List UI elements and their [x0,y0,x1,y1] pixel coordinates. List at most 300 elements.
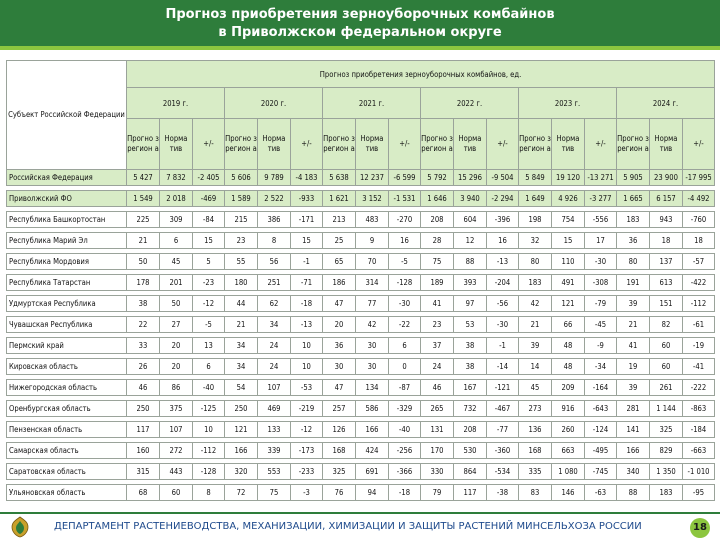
value-cell: -256 [389,443,421,459]
value-cell: 191 [617,275,650,291]
value-cell: 80 [519,254,552,270]
value-cell: 36 [323,338,356,354]
value-cell: 250 [225,401,258,417]
value-cell: 272 [160,443,193,459]
value-cell: 72 [225,485,258,501]
value-cell: 1 144 [650,401,683,417]
table-row [7,485,715,501]
value-cell: 45 [160,254,193,270]
value-cell: 183 [519,275,552,291]
value-cell: 170 [421,443,454,459]
value-cell: 141 [617,422,650,438]
value-cell: 325 [323,464,356,480]
subject-name-cell: Приволжский ФО [7,191,127,207]
value-cell: 209 [552,380,585,396]
value-cell: 136 [519,422,552,438]
year-header: 2020 г. [225,88,323,119]
value-cell: 663 [552,443,585,459]
value-cell: 386 [258,212,291,228]
value-cell: 916 [552,401,585,417]
value-cell: -13 [291,317,323,333]
subcolumn-label: +/- [497,139,508,148]
value-cell: 375 [160,401,193,417]
subcolumn-label: Норма тив [458,134,482,153]
value-cell: 42 [356,317,389,333]
value-cell: 65 [323,254,356,270]
value-cell: 117 [454,485,487,501]
value-cell: -308 [585,275,617,291]
value-cell: 1 621 [323,191,356,207]
value-cell: 273 [519,401,552,417]
value-cell: 38 [454,338,487,354]
value-cell: 121 [552,296,585,312]
value-cell: -2 294 [487,191,519,207]
value-cell: -233 [291,464,323,480]
value-cell: -30 [389,296,421,312]
norm-col-header [160,119,193,170]
value-cell: 0 [389,359,421,375]
value-cell: 41 [421,296,454,312]
forecast-col-header [323,119,356,170]
value-cell: 443 [160,464,193,480]
value-cell: 20 [160,338,193,354]
value-cell: 15 [291,233,323,249]
value-cell: 3 940 [454,191,487,207]
value-cell: -5 [389,254,421,270]
value-cell: 146 [552,485,585,501]
table-row [7,380,715,396]
table-caption: Прогноз приобретения зерноуборочных комбайнов, ед. [127,61,715,88]
value-cell: -495 [585,443,617,459]
value-cell: 6 [160,233,193,249]
value-cell: -173 [291,443,323,459]
diff-col-header [389,119,421,170]
year-header: 2022 г. [421,88,519,119]
value-cell: -45 [585,317,617,333]
subject-name-cell: Самарская область [7,443,127,459]
value-cell: 183 [617,212,650,228]
value-cell: 530 [454,443,487,459]
value-cell: -3 [291,485,323,501]
value-cell: -84 [193,212,225,228]
subject-name-cell: Республика Мордовия [7,254,127,270]
subject-name-cell: Российская Федерация [7,170,127,186]
value-cell: 46 [421,380,454,396]
norm-col-header [552,119,585,170]
value-cell: 15 [193,233,225,249]
value-cell: 82 [650,317,683,333]
value-cell: -4 183 [291,170,323,186]
value-cell: -95 [683,485,715,501]
value-cell: 10 [291,359,323,375]
value-cell: 315 [127,464,160,480]
value-cell: 21 [127,233,160,249]
table-row [7,233,715,249]
diff-col-header [585,119,617,170]
table-row [7,254,715,270]
slide-footer [0,512,720,542]
value-cell: 133 [258,422,291,438]
value-cell: 48 [552,359,585,375]
value-cell: 1 649 [519,191,552,207]
value-cell: -1 531 [389,191,421,207]
value-cell: 30 [323,359,356,375]
norm-col-header [258,119,291,170]
value-cell: 55 [225,254,258,270]
value-cell: -12 [193,296,225,312]
value-cell: 28 [421,233,454,249]
value-cell: 16 [487,233,519,249]
header-accent-strip [0,46,720,50]
value-cell: 18 [650,233,683,249]
value-cell: -22 [389,317,421,333]
value-cell: -9 [585,338,617,354]
value-cell: 24 [421,359,454,375]
value-cell: 265 [421,401,454,417]
value-cell: 126 [323,422,356,438]
subcolumn-label: +/- [203,139,214,148]
subject-name-cell: Республика Башкортостан [7,212,127,228]
value-cell: 34 [225,338,258,354]
diff-col-header [487,119,519,170]
value-cell: 17 [585,233,617,249]
value-cell: -23 [193,275,225,291]
value-cell: 250 [127,401,160,417]
value-cell: -1 010 [683,464,715,480]
value-cell: 44 [225,296,258,312]
value-cell: -219 [291,401,323,417]
value-cell: -38 [487,485,519,501]
value-cell: 8 [193,485,225,501]
page-number-badge: 18 [690,518,710,538]
value-cell: 107 [258,380,291,396]
value-cell: -4 492 [683,191,715,207]
subject-name-cell: Пермский край [7,338,127,354]
table-row [7,359,715,375]
value-cell: 691 [356,464,389,480]
value-cell: -760 [683,212,715,228]
value-cell: 5 638 [323,170,356,186]
value-cell: -34 [585,359,617,375]
value-cell: 75 [421,254,454,270]
value-cell: 76 [323,485,356,501]
value-cell: 131 [421,422,454,438]
value-cell: 27 [160,317,193,333]
value-cell: -643 [585,401,617,417]
value-cell: 208 [454,422,487,438]
value-cell: 47 [323,296,356,312]
value-cell: -18 [389,485,421,501]
value-cell: 15 296 [454,170,487,186]
value-cell: -128 [389,275,421,291]
value-cell: 198 [519,212,552,228]
value-cell: -12 [291,422,323,438]
value-cell: 68 [127,485,160,501]
value-cell: 257 [323,401,356,417]
value-cell: 22 [127,317,160,333]
value-cell: -171 [291,212,323,228]
value-cell: 14 [519,359,552,375]
value-cell: 53 [454,317,487,333]
value-cell: 46 [127,380,160,396]
value-cell: 48 [552,338,585,354]
value-cell: 15 [552,233,585,249]
value-cell: 168 [323,443,356,459]
value-cell: 38 [454,359,487,375]
value-cell: 97 [454,296,487,312]
value-cell: -663 [683,443,715,459]
value-cell: 117 [127,422,160,438]
value-cell: 21 [519,317,552,333]
value-cell: -17 995 [683,170,715,186]
value-cell: -40 [193,380,225,396]
value-cell: 39 [617,296,650,312]
subcolumn-label: Норма тив [360,134,384,153]
subcolumn-label: Прогно з регион а [127,134,159,153]
subject-name-cell: Удмуртская Республика [7,296,127,312]
value-cell: 6 [193,359,225,375]
value-cell: 18 [683,233,715,249]
table-row [7,191,715,207]
value-cell: 586 [356,401,389,417]
value-cell: -19 [683,338,715,354]
value-cell: -164 [585,380,617,396]
value-cell: 309 [160,212,193,228]
subject-name-cell: Кировская область [7,359,127,375]
value-cell: 1 589 [225,191,258,207]
footer-department-text: ДЕПАРТАМЕНТ РАСТЕНИЕВОДСТВА, МЕХАНИЗАЦИИ, ХИМИЗАЦИИ И ЗАЩИТЫ РАСТЕНИЙ МИНСЕЛЬХОЗА РОССИИ [54,521,642,532]
subcolumn-label: Прогно з регион а [617,134,649,153]
value-cell: 62 [258,296,291,312]
year-header: 2024 г. [617,88,715,119]
value-cell: 10 [193,422,225,438]
table-row [7,422,715,438]
value-cell: 70 [356,254,389,270]
subcolumn-label: Прогно з регион а [323,134,355,153]
header-row-empty [7,61,715,88]
value-cell: 1 549 [127,191,160,207]
subcolumn-label: Норма тив [262,134,286,153]
value-cell: 110 [552,254,585,270]
value-cell: -128 [193,464,225,480]
value-cell: 213 [323,212,356,228]
value-cell: 1 646 [421,191,454,207]
value-cell: -469 [193,191,225,207]
table-row [7,401,715,417]
value-cell: -87 [389,380,421,396]
value-cell: 320 [225,464,258,480]
value-cell: 38 [127,296,160,312]
forecast-col-header [127,119,160,170]
value-cell: -125 [193,401,225,417]
value-cell: 121 [225,422,258,438]
value-cell: -40 [389,422,421,438]
value-cell: 5 427 [127,170,160,186]
subject-name-cell: Ульяновская область [7,485,127,501]
value-cell: 186 [323,275,356,291]
value-cell: -184 [683,422,715,438]
value-cell: -112 [193,443,225,459]
value-cell: 4 926 [552,191,585,207]
value-cell: 94 [356,485,389,501]
value-cell: 1 350 [650,464,683,480]
value-cell: -121 [487,380,519,396]
value-cell: 30 [356,359,389,375]
subject-column-header: Субъект Российской Федерации [8,110,125,119]
value-cell: 178 [127,275,160,291]
value-cell: -467 [487,401,519,417]
value-cell: 12 [454,233,487,249]
value-cell: 325 [650,422,683,438]
table-row [7,170,715,186]
subcolumn-label: Прогно з регион а [225,134,257,153]
value-cell: 12 237 [356,170,389,186]
value-cell: -1 [291,254,323,270]
slide-title-line2: в Приволжском федеральном округе [218,25,502,40]
value-cell: 50 [160,296,193,312]
value-cell: 6 157 [650,191,683,207]
value-cell: 21 [617,317,650,333]
value-cell: -18 [291,296,323,312]
value-cell: 215 [225,212,258,228]
value-cell: 77 [356,296,389,312]
value-cell: 166 [617,443,650,459]
value-cell: 553 [258,464,291,480]
value-cell: 208 [421,212,454,228]
value-cell: -396 [487,212,519,228]
value-cell: -13 271 [585,170,617,186]
value-cell: 5 849 [519,170,552,186]
subject-name-cell: Оренбургская область [7,401,127,417]
value-cell: 189 [421,275,454,291]
value-cell: -53 [291,380,323,396]
value-cell: 23 900 [650,170,683,186]
value-cell: 39 [617,380,650,396]
value-cell: -360 [487,443,519,459]
value-cell: 613 [650,275,683,291]
value-cell: 39 [519,338,552,354]
subcolumn-label: Норма тив [164,134,188,153]
value-cell: 79 [421,485,454,501]
value-cell: 24 [258,338,291,354]
subject-name-cell: Пензенская область [7,422,127,438]
value-cell: 166 [225,443,258,459]
subject-name-cell: Республика Татарстан [7,275,127,291]
value-cell: 66 [552,317,585,333]
value-cell: 60 [650,338,683,354]
value-cell: -270 [389,212,421,228]
value-cell: -57 [683,254,715,270]
value-cell: 330 [421,464,454,480]
table-row [7,317,715,333]
subject-name-cell: Нижегородская область [7,380,127,396]
value-cell: 107 [160,422,193,438]
value-cell: 41 [617,338,650,354]
subcolumn-label: +/- [301,139,312,148]
subject-header-cell [7,61,127,170]
value-cell: 86 [160,380,193,396]
value-cell: 134 [356,380,389,396]
value-cell: 3 152 [356,191,389,207]
forecast-table [6,60,715,501]
value-cell: 10 [291,338,323,354]
value-cell: 1 080 [552,464,585,480]
value-cell: 23 [421,317,454,333]
value-cell: 20 [323,317,356,333]
value-cell: 60 [160,485,193,501]
value-cell: 20 [160,359,193,375]
subject-name-cell: Саратовская область [7,464,127,480]
value-cell: 54 [225,380,258,396]
value-cell: 339 [258,443,291,459]
value-cell: 335 [519,464,552,480]
value-cell: 30 [356,338,389,354]
diff-col-header [291,119,323,170]
value-cell: 47 [323,380,356,396]
value-cell: -30 [585,254,617,270]
slide-title-line1: Прогноз приобретения зерноуборочных комбайнов [165,7,555,22]
value-cell: 829 [650,443,683,459]
slide-header [0,0,720,50]
value-cell: -366 [389,464,421,480]
value-cell: -71 [291,275,323,291]
value-cell: -6 599 [389,170,421,186]
value-cell: 754 [552,212,585,228]
year-header: 2021 г. [323,88,421,119]
value-cell: 80 [617,254,650,270]
value-cell: -2 405 [193,170,225,186]
forecast-col-header [617,119,650,170]
value-cell: 137 [650,254,683,270]
value-cell: -77 [487,422,519,438]
subcolumn-label: +/- [399,139,410,148]
value-cell: 16 [389,233,421,249]
value-cell: 424 [356,443,389,459]
subcolumn-label: Норма тив [556,134,580,153]
subcolumn-label: +/- [595,139,606,148]
value-cell: -14 [487,359,519,375]
value-cell: -556 [585,212,617,228]
norm-col-header [356,119,389,170]
value-cell: 201 [160,275,193,291]
value-cell: -9 504 [487,170,519,186]
value-cell: 180 [225,275,258,291]
value-cell: 50 [127,254,160,270]
value-cell: 393 [454,275,487,291]
value-cell: 21 [225,317,258,333]
value-cell: -422 [683,275,715,291]
year-header: 2023 г. [519,88,617,119]
value-cell: 19 120 [552,170,585,186]
value-cell: 26 [127,359,160,375]
table-row [7,296,715,312]
value-cell: 166 [356,422,389,438]
value-cell: -63 [585,485,617,501]
forecast-col-header [225,119,258,170]
value-cell: 88 [617,485,650,501]
value-cell: -222 [683,380,715,396]
value-cell: 151 [650,296,683,312]
norm-col-header [650,119,683,170]
value-cell: 9 789 [258,170,291,186]
value-cell: -5 [193,317,225,333]
value-cell: -79 [585,296,617,312]
value-cell: 2 522 [258,191,291,207]
value-cell: 483 [356,212,389,228]
value-cell: 32 [519,233,552,249]
value-cell: 8 [258,233,291,249]
forecast-col-header [421,119,454,170]
